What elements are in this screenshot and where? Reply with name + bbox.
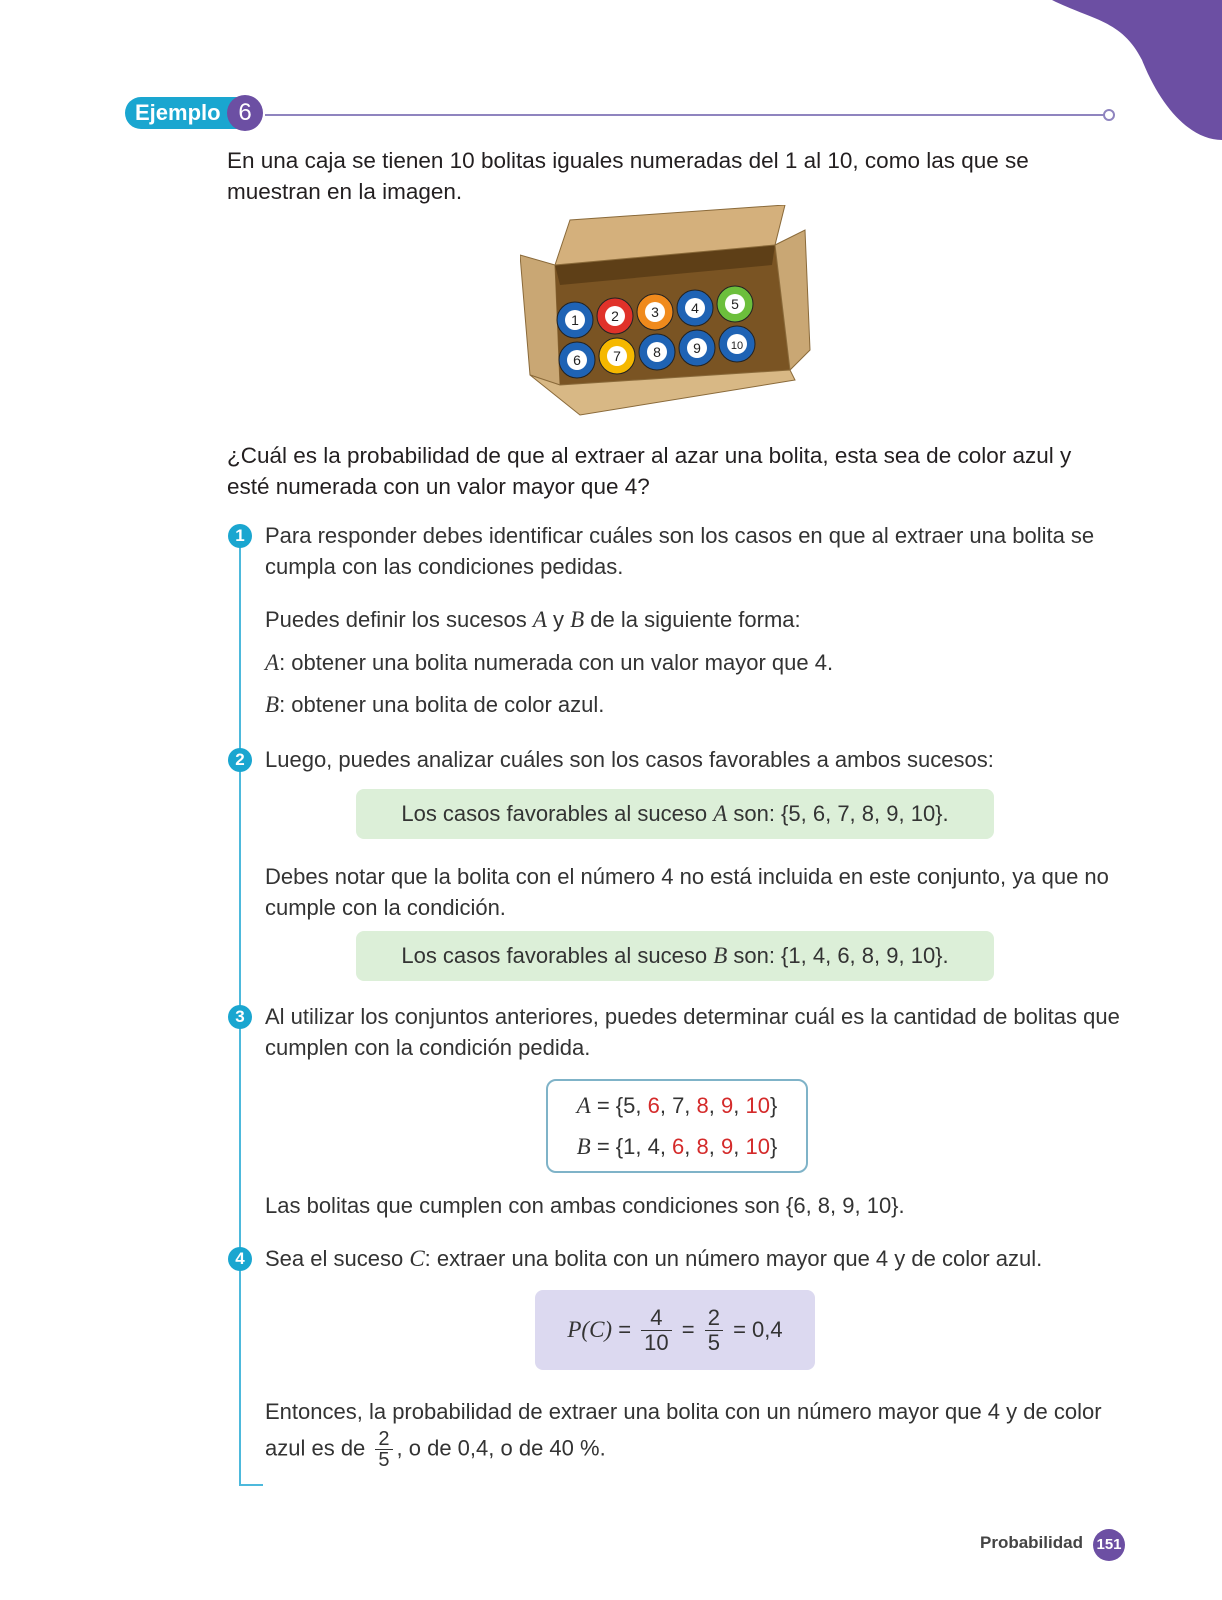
svg-text:6: 6 (573, 352, 581, 368)
box-b-post: son: {1, 4, 6, 8, 9, 10}. (727, 943, 949, 968)
fraction-2-5 (705, 1306, 723, 1355)
step-4-badge: 4 (228, 1247, 252, 1271)
box-a-post: son: {5, 6, 7, 8, 9, 10}. (727, 801, 949, 826)
sets-box (546, 1079, 808, 1173)
final-answer (265, 1395, 1125, 1470)
step-4-pre: Sea el suceso (265, 1246, 410, 1271)
step-1-text: Para responder debes identificar cuáles son los casos en que al extraer una bolita se cumpla con las condiciones pedidas. (265, 523, 1095, 579)
step-4-var: C (409, 1246, 425, 1271)
box-b-var: B (713, 943, 728, 968)
def-var-a: A (532, 607, 547, 632)
set-b-common-3: 9 (721, 1134, 734, 1159)
step-2-note: Debes notar que la bolita con el número 4 no está incluida en este conjunto, ya que no cumple con la condición. (265, 864, 1109, 920)
set-a-sep-3: , (733, 1093, 746, 1118)
ball-6 (559, 342, 595, 378)
set-a-end: } (769, 1093, 778, 1118)
event-b-definition (265, 689, 1125, 720)
set-b-sep-3: , (733, 1134, 746, 1159)
box-b-pre: Los casos favorables al suceso (401, 943, 714, 968)
header-rule-end (1103, 109, 1115, 121)
set-b-end: } (769, 1134, 778, 1159)
question-paragraph: ¿Cuál es la probabilidad de que al extraer al azar una bolita, esta sea de color azul y esté numerada con un valor mayor que 4? (227, 443, 1072, 499)
favorable-a-box (356, 789, 994, 839)
formula-eq-2: = (675, 1317, 701, 1342)
ball-7 (599, 338, 635, 374)
def-post: de la siguiente forma: (584, 607, 801, 632)
favorable-b-box (356, 931, 994, 981)
set-b-common-1: 6 (672, 1134, 685, 1159)
event-b-text: : obtener una bolita de color azul. (279, 692, 605, 717)
event-a-definition (265, 647, 1125, 678)
ball-2 (597, 298, 633, 334)
example-number: 6 (227, 95, 263, 131)
set-a-sep-2: , (708, 1093, 722, 1118)
steps-timeline-end (239, 1484, 263, 1486)
svg-text:7: 7 (613, 348, 621, 364)
step-3-badge: 3 (228, 1005, 252, 1029)
set-b-row (548, 1134, 806, 1160)
final-fraction-numerator: 2 (375, 1429, 392, 1450)
set-a-eq: = {5, (590, 1093, 648, 1118)
def-var-b: B (570, 607, 585, 632)
step-2-text: Luego, puedes analizar cuáles son los casos favorables a ambos sucesos: (265, 747, 994, 772)
fraction-1-numerator: 4 (641, 1306, 671, 1331)
fraction-2-denominator: 5 (707, 1329, 720, 1355)
svg-text:2: 2 (611, 308, 619, 324)
step-2-badge: 2 (228, 748, 252, 772)
final-fraction (375, 1429, 392, 1470)
box-a-pre: Los casos favorables al suceso (401, 801, 714, 826)
event-a-var: A (265, 650, 280, 675)
section-label: Probabilidad (980, 1533, 1083, 1552)
def-y: y (546, 607, 571, 632)
probability-formula (535, 1290, 815, 1370)
set-b-var: B (576, 1134, 591, 1159)
set-a-common-3: 9 (721, 1093, 734, 1118)
set-b-common-4: 10 (745, 1134, 770, 1159)
svg-text:10: 10 (730, 340, 744, 352)
ball-5 (717, 286, 753, 322)
set-b-eq: = {1, 4, (590, 1134, 673, 1159)
event-a-text: : obtener una bolita numerada con un valor mayor que 4. (279, 650, 834, 675)
intro-paragraph: En una caja se tienen 10 bolitas iguales numeradas del 1 al 10, como las que se muestran en la imagen. (227, 148, 1029, 204)
svg-text:3: 3 (651, 304, 659, 320)
page-number: 151 (1093, 1529, 1125, 1561)
set-a-var: A (576, 1093, 591, 1118)
fraction-1-denominator: 10 (644, 1329, 669, 1355)
step-1-badge: 1 (228, 524, 252, 548)
formula-result: = 0,4 (726, 1317, 783, 1342)
set-a-common-4: 10 (745, 1093, 770, 1118)
ball-10 (719, 326, 755, 362)
ball-1 (557, 302, 593, 338)
formula-eq-1: = (612, 1317, 638, 1342)
set-b-common-2: 8 (696, 1134, 709, 1159)
step-3-conclusion: Las bolitas que cumplen con ambas condiciones son {6, 8, 9, 10}. (265, 1193, 905, 1218)
step-3-text: Al utilizar los conjuntos anteriores, puedes determinar cuál es la cantidad de bolitas que cumplen con la condición pedida. (265, 1004, 1120, 1060)
header-rule (265, 114, 1105, 116)
fraction-4-10 (641, 1306, 671, 1355)
fraction-2-numerator: 2 (705, 1306, 723, 1331)
final-pre: Entonces, la probabilidad de extraer una bolita con un número mayor que 4 y de color azul es de (265, 1399, 1102, 1461)
def-pre: Puedes definir los sucesos (265, 607, 533, 632)
step-4-text (265, 1243, 1125, 1274)
final-post: , o de 0,4, o de 40 %. (396, 1435, 606, 1461)
example-label: Ejemplo (125, 97, 261, 129)
ball-9 (679, 330, 715, 366)
event-b-var: B (265, 692, 280, 717)
probability-formula-box (535, 1290, 815, 1370)
set-a-common-2: 8 (696, 1093, 709, 1118)
set-a-common-1: 6 (647, 1093, 660, 1118)
set-a-sep-1: , 7, (659, 1093, 697, 1118)
ball-8 (639, 334, 675, 370)
set-b-sep-2: , (708, 1134, 722, 1159)
svg-text:1: 1 (571, 312, 579, 328)
box-a-var: A (713, 801, 728, 826)
svg-text:8: 8 (653, 344, 661, 360)
ball-3 (637, 294, 673, 330)
svg-text:9: 9 (693, 340, 701, 356)
step-4-post: : extraer una bolita con un número mayor que 4 y de color azul. (424, 1246, 1043, 1271)
example-header (125, 97, 1125, 133)
svg-text:4: 4 (691, 300, 699, 316)
box-with-balls-illustration (520, 205, 830, 420)
step-1-definition (265, 604, 1125, 635)
ball-4 (677, 290, 713, 326)
svg-text:5: 5 (731, 296, 739, 312)
set-a-row (548, 1093, 806, 1119)
formula-lhs: P(C) (567, 1317, 613, 1342)
final-fraction-denominator: 5 (378, 1449, 390, 1471)
set-b-sep-1: , (684, 1134, 697, 1159)
